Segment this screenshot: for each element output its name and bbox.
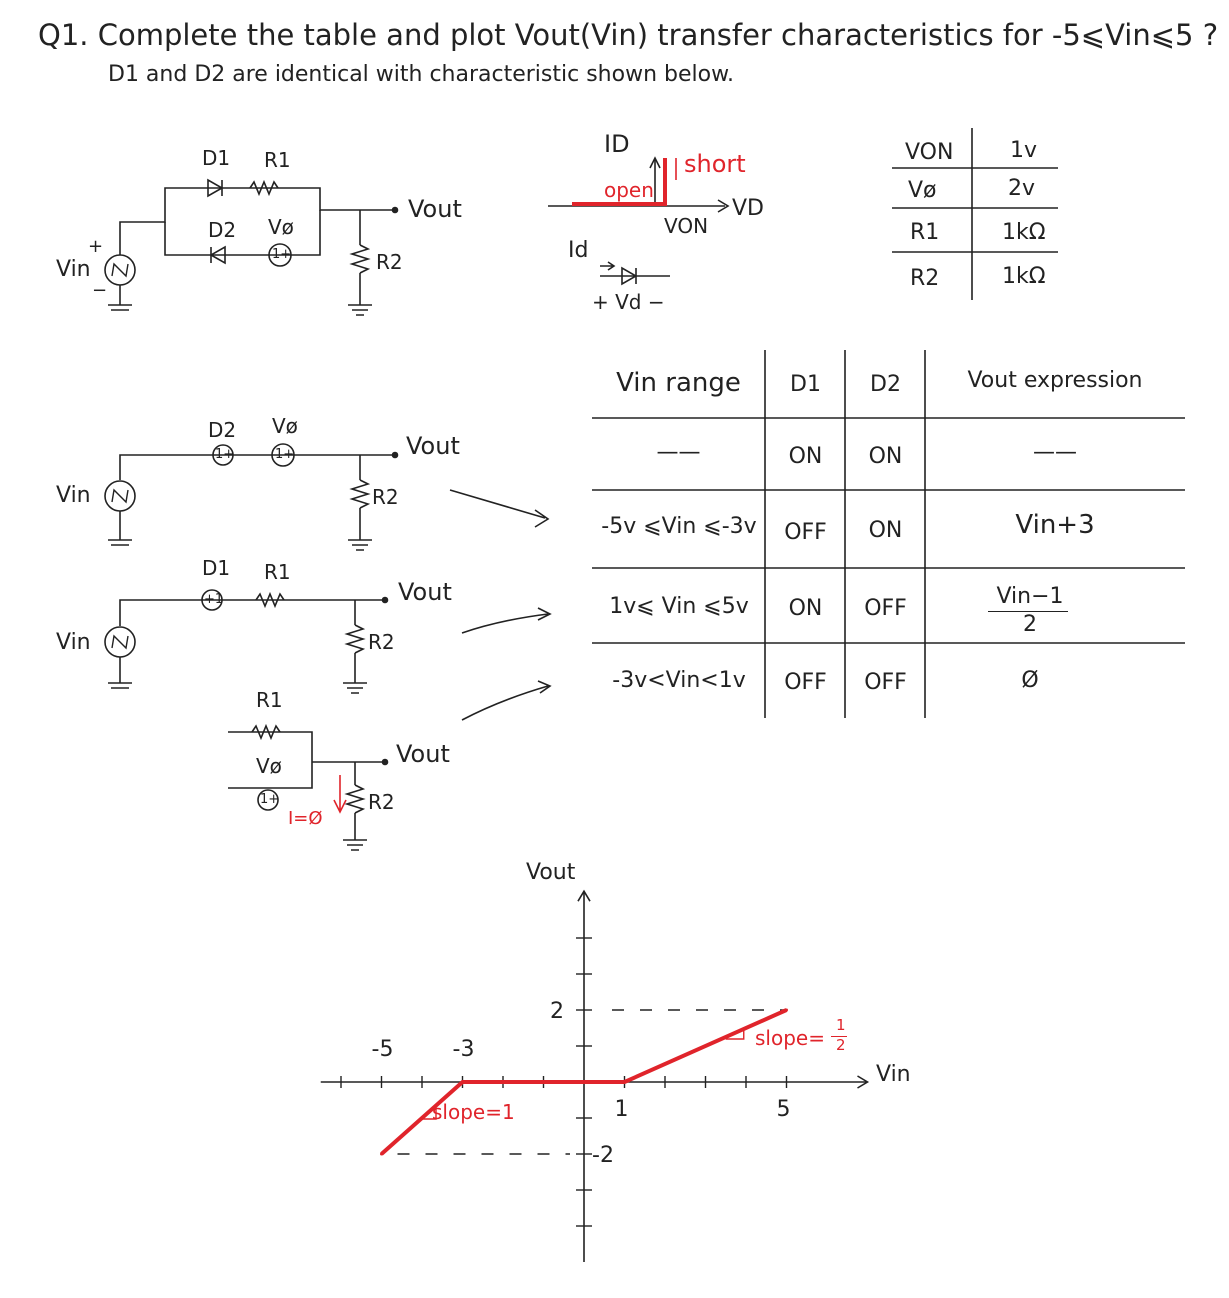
char-von-label: VON	[664, 214, 709, 238]
chart-annotation-slope-num: 1	[836, 1016, 846, 1034]
param-r2-value: 1kΩ	[1002, 264, 1046, 289]
y-tick-label: -2	[592, 1143, 614, 1168]
table-row-1-d1: OFF	[784, 520, 827, 545]
table-row-2-range: 1v⩽ Vin ⩽5v	[609, 594, 749, 619]
chart-axes	[321, 891, 868, 1262]
question-line-2: D1 and D2 are identical with characteristic shown below.	[108, 62, 735, 87]
param-von-name: VON	[905, 140, 954, 165]
table-header-range: Vin range	[616, 368, 741, 398]
table-header-d1: D1	[790, 372, 821, 397]
table-row-1-d2: ON	[868, 518, 903, 543]
param-r1-name: R1	[910, 220, 940, 245]
char-id-label: ID	[604, 130, 630, 158]
data-point	[461, 1081, 464, 1084]
table-row-0-range: ——	[656, 440, 701, 465]
circuit-b-vin-label: Vin	[56, 630, 91, 655]
table-row-0-expr: ——	[1033, 440, 1077, 465]
chart-annotation-slope-den: 2	[836, 1036, 846, 1054]
table-header-d2: D2	[870, 372, 901, 397]
circuit-c-r2-label: R2	[368, 790, 395, 814]
main-r1-label: R1	[264, 148, 291, 172]
table-row-1-range: -5v ⩽Vin ⩽-3v	[601, 514, 757, 539]
param-r1-value: 1kΩ	[1002, 220, 1046, 245]
table-row-0-d2: ON	[868, 444, 903, 469]
x-tick-label: -5	[371, 1037, 394, 1062]
table-header-expr: Vout expression	[967, 368, 1143, 393]
main-r2-label: R2	[376, 250, 403, 274]
circuit-b-d1-label: D1	[202, 556, 231, 580]
chart-ylabel: Vout	[526, 860, 576, 885]
char-id-small: Id	[568, 238, 589, 263]
main-source-v0: 1+	[272, 247, 292, 262]
chart-xlabel: Vin	[876, 1062, 911, 1087]
param-v0-name: Vø	[908, 178, 937, 203]
table-row-1-expr: Vin+3	[1015, 510, 1095, 540]
char-open-label: open	[604, 178, 654, 202]
main-d2-label: D2	[208, 218, 237, 242]
data-point	[785, 1009, 788, 1012]
table-row-2-d2: OFF	[864, 596, 907, 621]
table-row-3-d1: OFF	[784, 670, 827, 695]
table-row-2-expr-den: 2	[1023, 612, 1037, 637]
circuit-a-v0-label: Vø	[272, 414, 298, 438]
circuit-a-src-d2: 1+	[215, 447, 235, 462]
circuit-a-vin-label: Vin	[56, 483, 91, 508]
data-point	[380, 1153, 383, 1156]
circuit-c-r1-label: R1	[256, 688, 283, 712]
chart-annotation-slope-1: slope=1	[432, 1100, 515, 1124]
param-r2-name: R2	[910, 266, 940, 291]
param-von-value: 1v	[1010, 138, 1038, 163]
circuit-b-src-d1: +1	[204, 592, 224, 607]
x-tick-label: -3	[452, 1037, 475, 1062]
question-line-1: Q1. Complete the table and plot Vout(Vin) transfer characteristics for -5⩽Vin⩽5 ?	[38, 18, 1219, 52]
table-row-3-expr: Ø	[1021, 668, 1039, 693]
circuit-c-src-v0: 1+	[260, 792, 280, 807]
y-tick-label: 2	[550, 999, 564, 1024]
table-row-2-expr-num: Vin−1	[996, 584, 1064, 609]
data-point	[623, 1081, 626, 1084]
main-vin-label: Vin	[56, 257, 91, 282]
table-row-2-d1: ON	[788, 596, 823, 621]
table-row-3-range: -3v<Vin<1v	[612, 668, 746, 693]
circuit-b-vout-label: Vout	[398, 578, 452, 606]
main-plus: +	[88, 236, 104, 257]
main-minus: −	[92, 280, 108, 301]
char-short-label: short	[684, 150, 746, 178]
main-d1-label: D1	[202, 146, 231, 170]
circuit-a-vout-label: Vout	[406, 432, 460, 460]
main-v0-label: Vø	[268, 215, 294, 239]
main-vout-label: Vout	[408, 195, 462, 223]
chart-annotation-slope-half: slope=	[755, 1026, 825, 1050]
char-vd-small: + Vd −	[592, 290, 665, 314]
x-tick-label: 1	[614, 1097, 629, 1122]
circuit-c-vout-label: Vout	[396, 740, 450, 768]
x-tick-label: 5	[776, 1097, 791, 1122]
circuit-a-d2-label: D2	[208, 418, 237, 442]
circuit-a-r2-label: R2	[372, 485, 399, 509]
table-row-3-d2: OFF	[864, 670, 907, 695]
circuit-b-r1-label: R1	[264, 560, 291, 584]
circuit-c-v0-label: Vø	[256, 754, 282, 778]
param-v0-value: 2v	[1008, 176, 1036, 201]
circuit-a-src-v0: 1+	[275, 447, 295, 462]
char-vd-label: VD	[732, 196, 764, 221]
circuit-c-current-label: I=Ø	[288, 808, 323, 829]
table-row-0-d1: ON	[788, 444, 823, 469]
circuit-b-r2-label: R2	[368, 630, 395, 654]
